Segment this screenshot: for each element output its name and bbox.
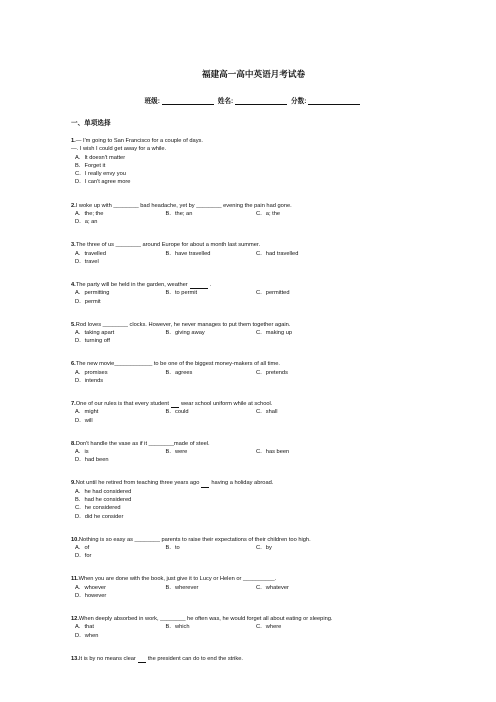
answer-option[interactable]: D．intends [75,377,104,384]
question-text-tail: the president can do to end the strike. [147,655,243,662]
answer-option[interactable]: B．to [165,544,180,551]
answer-blank [201,481,209,488]
answer-option[interactable]: D．permit [75,298,101,305]
answer-option[interactable]: A．whoever [75,584,106,591]
option-list [71,488,436,521]
question-text-tail: wear school uniform while at school. [181,401,273,408]
question-item [71,479,436,520]
class-label: 班级: [144,98,160,105]
answer-option[interactable]: B．which [165,624,190,631]
answer-option[interactable]: D．will [75,417,93,424]
question-stem [71,360,436,368]
question-stem [71,615,436,623]
question-stem [71,137,436,154]
question-number: 5. [71,321,76,328]
option-list [71,289,436,306]
answer-option[interactable]: A．might [75,409,99,416]
question-number: 3. [71,242,76,249]
question-item [71,360,436,385]
question-text: The new movie____________ to be one of the biggest money-makers of all time. [75,361,280,368]
option-list [71,250,436,267]
answer-option[interactable]: D．did he consider [75,513,124,520]
question-stem [71,479,436,487]
question-text: Don't handle the vase as if it ________made of steel. [75,440,210,447]
question-text: — I'm going to San Francisco for a couple of days. [75,138,203,144]
question-number: 6. [71,361,76,368]
answer-option[interactable]: B．had he considered [75,496,132,503]
answer-option[interactable]: D．travel [75,258,99,265]
answer-option[interactable]: A．is [75,449,89,455]
answer-option[interactable]: D．when [75,632,99,639]
answer-blank [171,401,179,408]
answer-option[interactable]: D．a; an [75,219,98,226]
question-item [71,575,436,600]
answer-option[interactable]: D．had been [75,457,109,464]
exam-title: 福建高一高中英语月考试卷 [201,69,306,79]
question-text: The three of us ________ around Europe for about a month last summer. [75,242,261,249]
question-stem [71,321,436,329]
option-list [71,584,436,601]
answer-option[interactable]: A．travelled [75,250,106,257]
question-text: The party will be held in the garden, weather [75,281,188,288]
question-text: Nothing is so easy as ________ parents to raise their expectations of their children too high. [78,536,311,543]
option-list [71,544,436,561]
answer-option[interactable]: D．for [75,553,92,560]
question-item [71,137,436,187]
answer-option[interactable]: B．to permit [165,290,198,297]
answer-option[interactable]: A．promises [75,369,108,376]
question-item [71,400,436,425]
answer-option[interactable]: B．Forget it [75,162,106,169]
option-list [71,408,436,425]
name-blank[interactable] [235,97,287,105]
question-stem [71,241,436,249]
answer-option[interactable]: B．were [165,449,188,455]
class-blank[interactable] [162,97,214,105]
answer-option[interactable]: D．turning off [75,338,110,345]
question-number: 4. [71,281,76,288]
question-item [71,281,436,306]
question-item [71,241,436,266]
question-item [71,440,436,465]
option-list [71,329,436,346]
answer-option[interactable]: D．however [75,592,107,599]
question-stem [71,536,436,544]
answer-option[interactable]: A．the; the [75,210,104,217]
answer-option[interactable]: B．giving away [165,329,205,336]
answer-option[interactable]: D．I can't agree more [75,179,131,186]
name-label: 姓名: [217,98,234,105]
question-item [71,615,436,640]
question-text-tail: having a holiday abroad. [211,480,274,487]
question-number: 8. [71,440,76,447]
answer-option[interactable]: A．he had considered [75,488,132,495]
answer-option[interactable]: C．where [256,624,282,631]
question-item [71,202,436,227]
question-text: I woke up with ________ bad headache, yet by ________ evening the pain had gone. [75,202,292,209]
question-text: It is by no means clear [78,655,136,662]
option-list [71,623,436,640]
question-stem [71,281,436,289]
question-text: —. I wish I could get away for a while. [71,146,167,153]
question-text: Not until he retired from teaching three years ago [75,480,200,487]
question-number: 12. [71,616,79,623]
answer-option[interactable]: C．a; the [256,210,281,217]
answer-blank [138,656,146,663]
question-number: 9. [71,480,76,487]
question-stem [71,202,436,210]
question-item [71,321,436,346]
question-text-tail: . [209,281,212,288]
answer-option[interactable]: A．of [75,544,90,551]
score-label: 分数: [291,98,307,105]
question-stem [71,400,436,408]
question-number: 13. [71,655,79,662]
answer-option[interactable]: B．could [165,409,189,416]
answer-option[interactable]: C．has been [256,449,290,455]
answer-option[interactable]: A．taking apart [75,329,115,336]
score-blank[interactable] [308,97,360,105]
question-number: 2. [71,202,76,209]
answer-option[interactable]: C．pretends [256,369,288,376]
answer-option[interactable]: C．he considered [75,505,121,512]
section-title: 一、单项选择 [71,120,111,127]
question-stem [71,655,436,663]
answer-option[interactable]: C．by [256,544,272,551]
answer-option[interactable]: C．I really envy you [75,171,126,178]
question-text: One of our rules is that every student [75,401,170,408]
question-stem [71,440,436,448]
answer-blank [190,282,208,289]
question-list [71,137,436,663]
answer-option[interactable]: A．permitting [75,290,110,297]
question-stem [71,575,436,583]
answer-option[interactable]: B．wherever [165,584,199,591]
question-item [71,655,436,663]
answer-option[interactable]: B．the; an [165,210,193,217]
answer-option[interactable]: C．had travelled [256,250,299,257]
question-text: Rod loves ________ clocks. However, he never manages to put them together again. [75,321,291,328]
option-list [71,210,436,227]
question-number: 7. [71,401,76,408]
answer-option[interactable]: B．agrees [165,369,193,376]
option-list [71,154,436,187]
answer-option[interactable]: C．making up [256,329,293,336]
question-number: 11. [71,576,79,583]
answer-option[interactable]: A．that [75,624,94,631]
answer-option[interactable]: B．have travelled [165,250,211,257]
question-number: 10. [71,536,79,543]
answer-option[interactable]: C．permitted [256,290,290,297]
student-info-row [71,95,436,105]
answer-option[interactable]: C．whatever [256,584,289,591]
question-text: When you are done with the book, just give it to Lucy or Helen or __________. [78,576,277,583]
answer-option[interactable]: A．It doesn't matter [75,154,126,161]
answer-option[interactable]: C．shall [256,409,278,416]
question-text: When deeply absorbed in work, ________ he often was, he would forget all about eating or sleeping. [78,616,333,623]
option-list [71,448,436,465]
option-list [71,369,436,386]
question-item [71,536,436,561]
question-number: 1. [71,138,76,144]
